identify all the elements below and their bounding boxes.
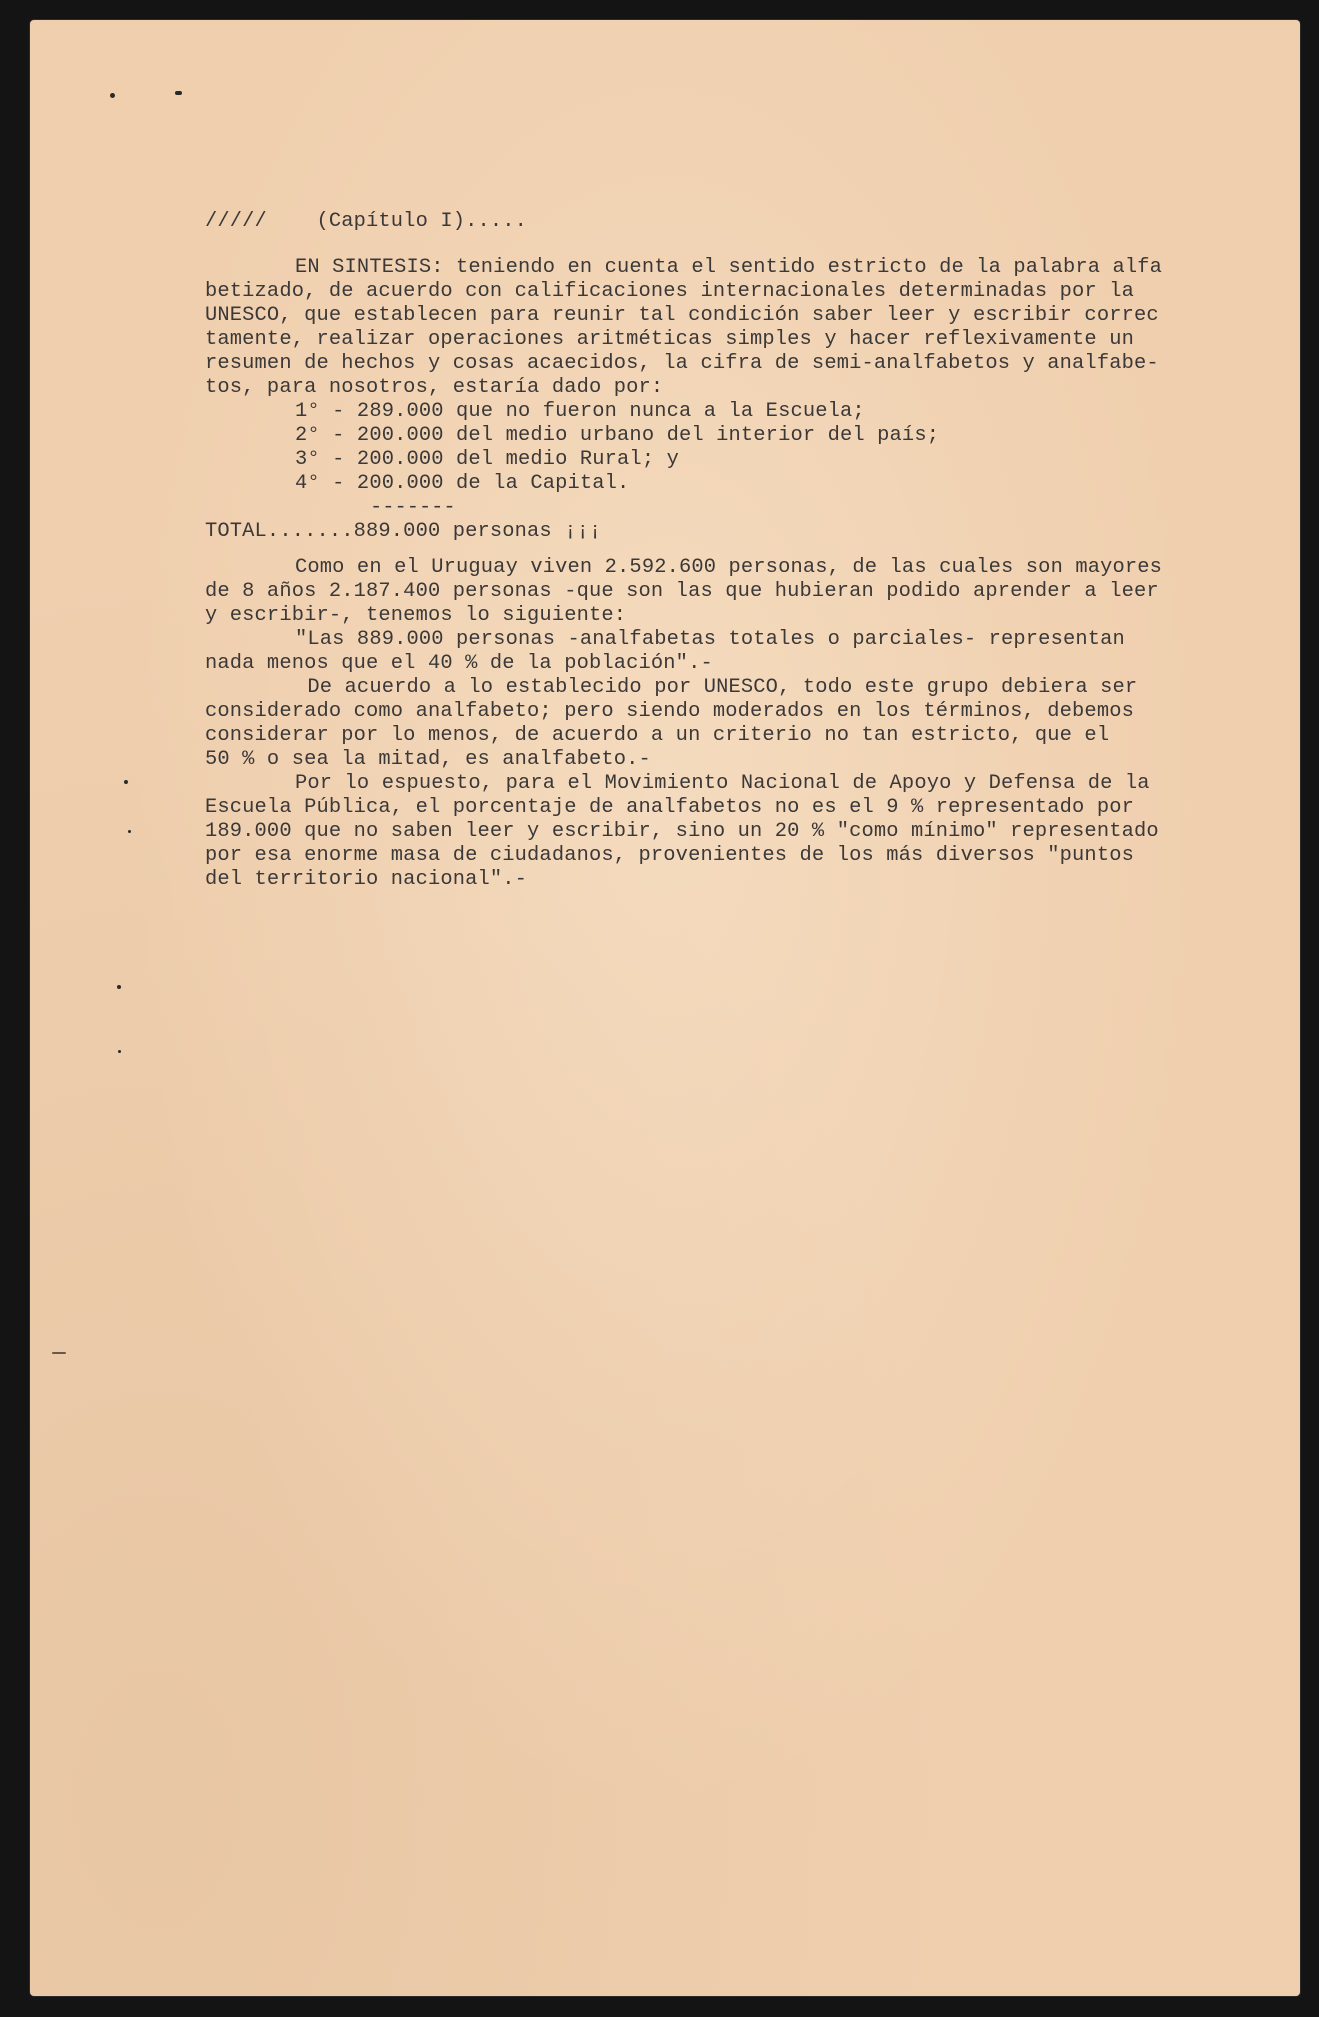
text-line: 50 % o sea la mitad, es analfabeto.- <box>205 748 651 771</box>
text-line: y escribir-, tenemos lo siguiente: <box>205 604 627 627</box>
document-page <box>30 20 1300 1996</box>
text-line: 4° - 200.000 de la Capital. <box>295 472 630 495</box>
text-line: tos, para nosotros, estaría dado por: <box>205 376 664 399</box>
text-line: 189.000 que no saben leer y escribir, sino un 20 % "como mínimo" representado <box>205 820 1159 843</box>
punch-mark <box>52 1352 66 1354</box>
punch-mark <box>124 780 128 784</box>
punch-mark <box>118 1050 121 1053</box>
text-line: tamente, realizar operaciones aritméticas simples y hacer reflexivamente un <box>205 328 1134 351</box>
text-line: "Las 889.000 personas -analfabetas totales o parciales- representan <box>295 628 1125 651</box>
text-line: de 8 años 2.187.400 personas -que son las que hubieran podido aprender a leer <box>205 580 1159 603</box>
text-line: considerar por lo menos, de acuerdo a un criterio no tan estricto, que el <box>205 724 1110 747</box>
text-line: UNESCO, que establecen para reunir tal condición saber leer y escribir correc <box>205 304 1159 327</box>
text-line: 2° - 200.000 del medio urbano del interior del país; <box>295 424 940 447</box>
text-line: considerado como analfabeto; pero siendo moderados en los términos, debemos <box>205 700 1134 723</box>
text-line: 1° - 289.000 que no fueron nunca a la Escuela; <box>295 400 865 423</box>
text-line: De acuerdo a lo establecido por UNESCO, todo este grupo debiera ser <box>295 676 1138 699</box>
punch-mark <box>117 985 121 989</box>
body-text <box>205 256 1245 892</box>
punch-mark <box>128 830 131 833</box>
punch-mark <box>110 93 115 98</box>
chapter-heading: ///// (Capítulo I)..... <box>205 210 528 233</box>
punch-mark <box>175 91 182 95</box>
text-line: betizado, de acuerdo con calificaciones internacionales determinadas por la <box>205 280 1134 303</box>
text-line: EN SINTESIS: teniendo en cuenta el sentido estricto de la palabra alfa <box>295 256 1163 279</box>
text-line: Escuela Pública, el porcentaje de analfabetos no es el 9 % representado por <box>205 796 1134 819</box>
text-line: 3° - 200.000 del medio Rural; y <box>295 448 679 471</box>
typed-text <box>205 210 1245 892</box>
text-line: Como en el Uruguay viven 2.592.600 personas, de las cuales son mayores <box>295 556 1163 579</box>
text-line: del territorio nacional".- <box>205 868 528 891</box>
text-line: Por lo espuesto, para el Movimiento Nacional de Apoyo y Defensa de la <box>295 772 1150 795</box>
text-line: nada menos que el 40 % de la población".- <box>205 652 713 675</box>
text-line: por esa enorme masa de ciudadanos, provenientes de los más diversos "puntos <box>205 844 1134 867</box>
text-line: resumen de hechos y cosas acaecidos, la cifra de semi-analfabetos y analfabe- <box>205 352 1159 375</box>
text-line: TOTAL.......889.000 personas ¡¡¡ <box>205 520 602 543</box>
text-line: ------- <box>370 496 456 519</box>
